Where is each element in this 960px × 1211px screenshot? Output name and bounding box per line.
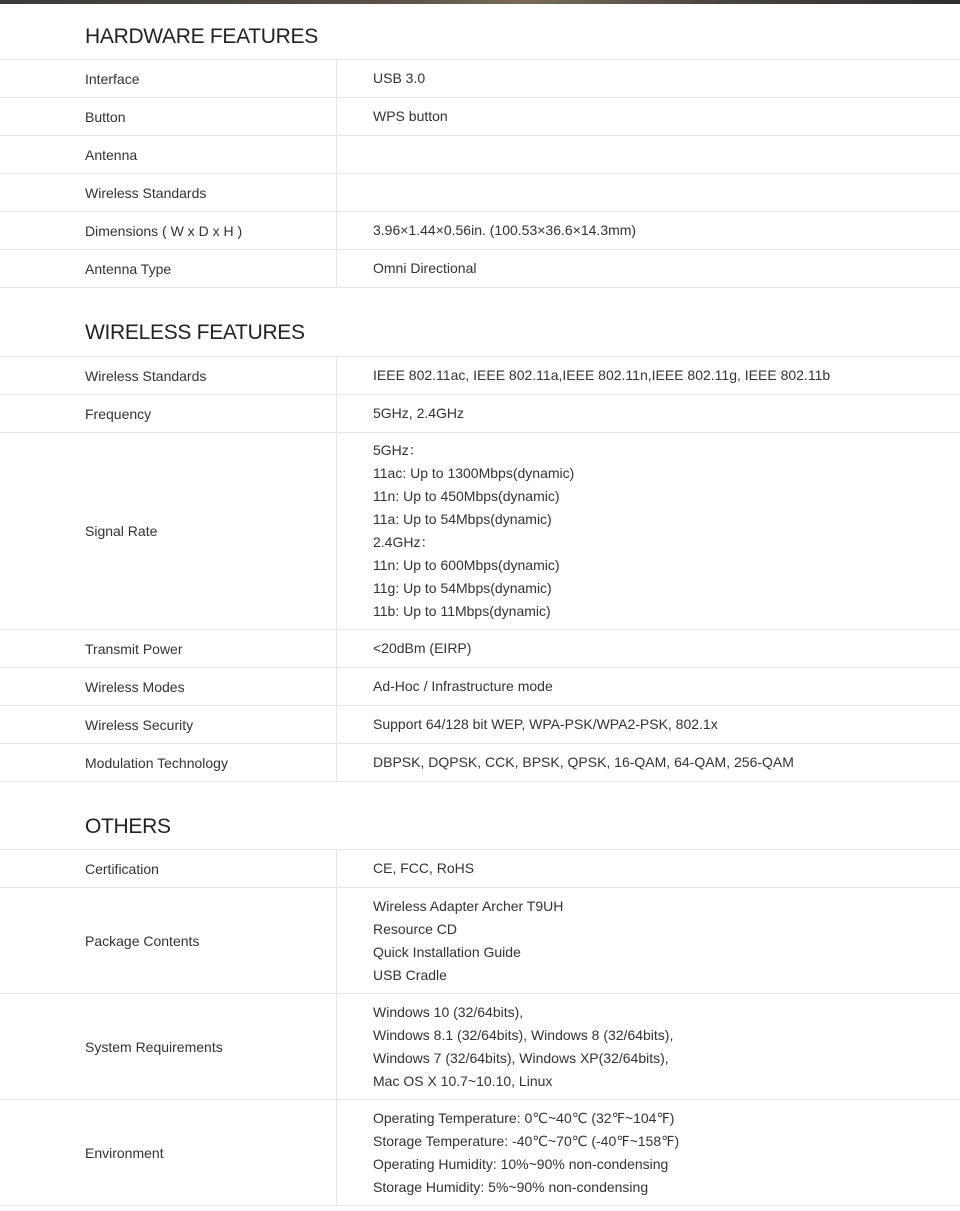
- spec-value-line: 11n: Up to 450Mbps(dynamic): [373, 488, 560, 504]
- section-title: OTHERS: [85, 815, 171, 838]
- table-row: [0, 850, 960, 888]
- spec-value-line: CE, FCC, RoHS: [373, 860, 475, 876]
- spec-value-line: Wireless Adapter Archer T9UH: [373, 897, 564, 914]
- table-row: [0, 174, 960, 212]
- spec-label: Dimensions ( W x D x H ): [0, 212, 337, 249]
- spec-value-line: 11a: Up to 54Mbps(dynamic): [373, 511, 552, 527]
- spec-value-line: WPS button: [373, 108, 448, 124]
- spec-value-line: Mac OS X 10.7~10.10, Linux: [373, 1072, 553, 1089]
- spec-value-line: Operating Temperature: 0℃~40℃ (32℉~104℉): [373, 1109, 675, 1126]
- table-row: [0, 136, 960, 174]
- section-title: WIRELESS FEATURES: [85, 321, 305, 344]
- spec-value: [337, 668, 960, 705]
- spec-label: System Requirements: [0, 994, 337, 1099]
- table-row: [0, 668, 960, 706]
- spec-label: Interface: [0, 60, 337, 97]
- spec-label: Package Contents: [0, 888, 337, 993]
- spec-label: Signal Rate: [0, 433, 337, 629]
- table-row: [0, 630, 960, 668]
- spec-value: [337, 433, 960, 629]
- table-row: [0, 433, 960, 630]
- spec-label: Antenna: [0, 136, 337, 173]
- spec-value: [337, 136, 960, 173]
- spec-value-line: Windows 7 (32/64bits), Windows XP(32/64bits),: [373, 1049, 669, 1066]
- spec-label: Wireless Standards: [0, 174, 337, 211]
- spec-value-line: <20dBm (EIRP): [373, 640, 472, 656]
- spec-value-line: 11n: Up to 600Mbps(dynamic): [373, 557, 560, 573]
- spec-value: [337, 888, 960, 993]
- spec-value: [337, 994, 960, 1099]
- table-row: [0, 706, 960, 744]
- spec-value-line: Resource CD: [373, 920, 458, 937]
- spec-label: Transmit Power: [0, 630, 337, 667]
- spec-value-line: USB 3.0: [373, 70, 426, 86]
- spec-value-line: 5GHz：: [373, 442, 423, 458]
- spec-value-line: Ad-Hoc / Infrastructure mode: [373, 678, 553, 694]
- spec-value-line: Windows 8.1 (32/64bits), Windows 8 (32/64bits),: [373, 1026, 674, 1043]
- table-row: [0, 994, 960, 1100]
- spec-value: [337, 60, 960, 97]
- spec-value: [337, 250, 960, 287]
- spec-value-line: USB Cradle: [373, 966, 447, 983]
- spec-table: [0, 59, 960, 288]
- spec-value-line: Storage Temperature: -40℃~70℃ (-40℉~158℉): [373, 1132, 680, 1149]
- spec-value-line: Quick Installation Guide: [373, 943, 521, 960]
- spec-value-line: 11b: Up to 11Mbps(dynamic): [373, 603, 551, 619]
- spec-value-line: IEEE 802.11ac, IEEE 802.11a,IEEE 802.11n,IEEE 802.11g, IEEE 802.11b: [373, 367, 831, 383]
- spec-label: Wireless Security: [0, 706, 337, 743]
- spec-label: Environment: [0, 1100, 337, 1205]
- spec-value: [337, 395, 960, 432]
- spec-label: Frequency: [0, 395, 337, 432]
- spec-label: Button: [0, 98, 337, 135]
- spec-value: [337, 1100, 960, 1205]
- spec-label: Wireless Modes: [0, 668, 337, 705]
- spec-label: Wireless Standards: [0, 357, 337, 394]
- spec-value-line: Omni Directional: [373, 260, 477, 276]
- spec-label: Certification: [0, 850, 337, 887]
- spec-table: [0, 356, 960, 782]
- spec-value-line: Operating Humidity: 10%~90% non-condensing: [373, 1155, 669, 1172]
- spec-value: [337, 744, 960, 781]
- table-row: [0, 250, 960, 288]
- table-row: [0, 357, 960, 395]
- table-row: [0, 1100, 960, 1206]
- table-row: [0, 888, 960, 994]
- spec-value: [337, 174, 960, 211]
- spec-value-line: Windows 10 (32/64bits),: [373, 1003, 524, 1020]
- spec-value-line: 3.96×1.44×0.56in. (100.53×36.6×14.3mm): [373, 222, 637, 238]
- spec-value-line: Support 64/128 bit WEP, WPA-PSK/WPA2-PSK, 802.1x: [373, 716, 718, 732]
- spec-label: Antenna Type: [0, 250, 337, 287]
- spec-value: [337, 357, 960, 394]
- spec-value: [337, 98, 960, 135]
- table-row: [0, 212, 960, 250]
- section-title: HARDWARE FEATURES: [85, 25, 318, 48]
- spec-value: [337, 212, 960, 249]
- spec-value: [337, 706, 960, 743]
- spec-value-line: DBPSK, DQPSK, CCK, BPSK, QPSK, 16-QAM, 64-QAM, 256-QAM: [373, 754, 794, 770]
- table-row: [0, 395, 960, 433]
- table-row: [0, 60, 960, 98]
- table-row: [0, 98, 960, 136]
- spec-value-line: 2.4GHz：: [373, 534, 435, 550]
- spec-value-line: 11ac: Up to 1300Mbps(dynamic): [373, 465, 575, 481]
- spec-value-line: 5GHz, 2.4GHz: [373, 405, 465, 421]
- spec-table: [0, 849, 960, 1206]
- spec-value-line: Storage Humidity: 5%~90% non-condensing: [373, 1178, 649, 1195]
- spec-value: [337, 850, 960, 887]
- spec-label: Modulation Technology: [0, 744, 337, 781]
- spec-value: [337, 630, 960, 667]
- header-image-strip: [0, 0, 960, 4]
- table-row: [0, 744, 960, 782]
- spec-value-line: 11g: Up to 54Mbps(dynamic): [373, 580, 552, 596]
